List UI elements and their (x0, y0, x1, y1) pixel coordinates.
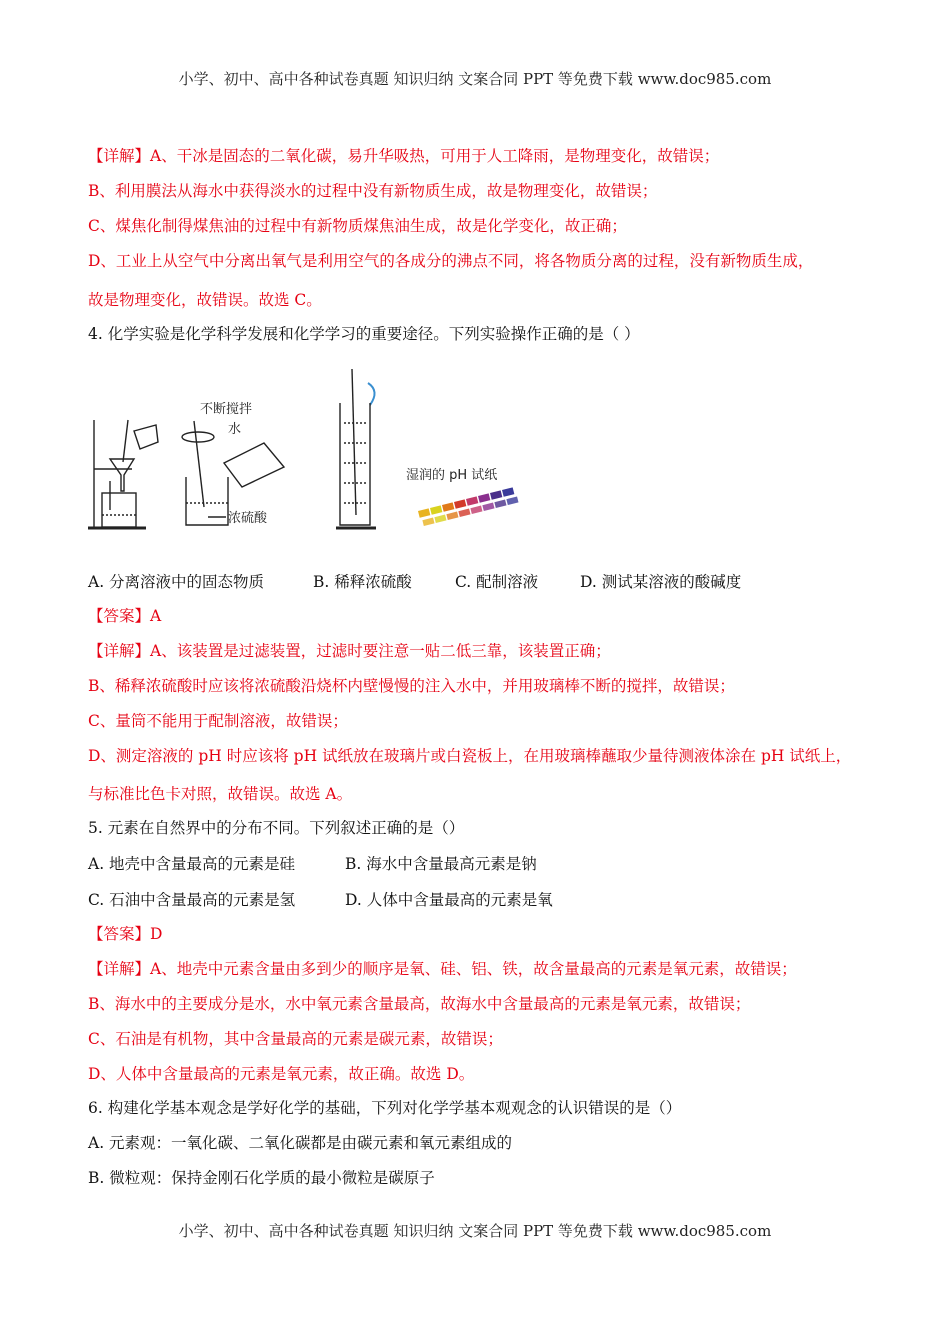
q4-option-d: D. 测试某溶液的酸碱度 (580, 573, 742, 591)
q5-detail-d: D、人体中含量最高的元素是氧元素，故正确。故选 D。 (88, 1065, 475, 1083)
ph-color-swatch (442, 502, 454, 511)
ph-color-swatch (502, 487, 514, 496)
filtration-apparatus (88, 420, 158, 528)
q4-option-b: B. 稀释浓硫酸 (313, 573, 412, 591)
q5-option-a: A. 地壳中含量最高的元素是硅 (88, 855, 296, 873)
ph-color-swatch (506, 497, 518, 505)
ph-color-swatch (430, 505, 442, 514)
q3-detail-c: C、煤焦化制得煤焦油的过程中有新物质煤焦油生成，故是化学变化，故正确； (88, 217, 627, 235)
water-label: 水 (228, 422, 242, 437)
q5-option-d: D. 人体中含量最高的元素是氧 (345, 891, 553, 909)
ph-color-swatch (490, 490, 502, 499)
ph-color-swatch (466, 496, 478, 505)
q3-detail-a: 【详解】A、干冰是固态的二氧化碳，易升华吸热，可用于人工降雨，是物理变化，故错误； (88, 147, 720, 165)
ph-paper (406, 468, 518, 526)
q4-option-c: C. 配制溶液 (455, 573, 539, 591)
dilution-apparatus (182, 401, 284, 526)
stir-label: 不断搅拌 (200, 402, 253, 417)
q4-detail-d-cont: 与标准比色卡对照，故错误。故选 A。 (88, 785, 353, 803)
acid-label: 浓硫酸 (228, 511, 268, 526)
q4-option-a: A. 分离溶液中的固态物质 (88, 573, 265, 591)
q4-detail-a: 【详解】A、该装置是过滤装置，过滤时要注意一贴二低三靠，该装置正确； (88, 642, 611, 660)
q3-detail-b: B、利用膜法从海水中获得淡水的过程中没有新物质生成，故是物理变化，故错误； (88, 182, 658, 200)
q5-detail-b: B、海水中的主要成分是水，水中氧元素含量最高，故海水中含量最高的元素是氧元素，故错误； (88, 995, 751, 1013)
q5-option-b: B. 海水中含量最高元素是钠 (345, 855, 537, 873)
q6-stem: 6. 构建化学基本观念是学好化学的基础，下列对化学学基本观观念的认识错误的是（） (88, 1099, 682, 1117)
ph-color-swatch (470, 506, 482, 514)
q5-detail-a: 【详解】A、地壳中元素含量由多到少的顺序是氧、硅、铝、铁，故含量最高的元素是氧元素，故错误； (88, 960, 797, 978)
q5-option-c: C. 石油中含量最高的元素是氢 (88, 891, 296, 909)
q5-detail-c: C、石油是有机物，其中含量最高的元素是碳元素，故错误； (88, 1030, 503, 1048)
q4-stem: 4. 化学实验是化学科学发展和化学学习的重要途径。下列实验操作正确的是（ ） (88, 325, 640, 343)
q4-detail-d: D、测定溶液的 pH 时应该将 pH 试纸放在玻璃片或白瓷板上，在用玻璃棒蘸取少量待测液体涂在 pH 试纸上， (88, 747, 852, 765)
q6-option-b: B. 微粒观：保持金刚石化学质的最小微粒是碳原子 (88, 1169, 435, 1187)
ph-color-swatch (418, 508, 430, 517)
ph-color-swatch (422, 518, 434, 526)
q6-option-a: A. 元素观：一氧化碳、二氧化碳都是由碳元素和氧元素组成的 (88, 1134, 513, 1152)
ph-color-swatch (446, 512, 458, 520)
page-footer: 小学、初中、高中各种试卷真题 知识归纳 文案合同 PPT 等免费下载 www.doc985.com (178, 1222, 772, 1240)
ph-color-swatch (494, 500, 506, 508)
ph-color-swatch (482, 503, 494, 511)
ph-color-swatch (454, 499, 466, 508)
q5-stem: 5. 元素在自然界中的分布不同。下列叙述正确的是（） (88, 819, 465, 837)
ph-color-strip (418, 487, 518, 526)
ph-color-swatch (478, 493, 490, 502)
q5-answer: 【答案】D (88, 925, 163, 943)
q4-detail-c: C、量筒不能用于配制溶液，故错误； (88, 712, 348, 730)
ph-color-swatch (434, 515, 446, 523)
q3-detail-d: D、工业上从空气中分离出氧气是利用空气的各成分的沸点不同，将各物质分离的过程，没有新物质生成， (88, 252, 814, 270)
page-header: 小学、初中、高中各种试卷真题 知识归纳 文案合同 PPT 等免费下载 www.doc985.com (178, 70, 772, 88)
ph-label: 湿润的 pH 试纸 (406, 468, 498, 483)
q4-detail-b: B、稀释浓硫酸时应该将浓硫酸沿烧杯内壁慢慢的注入水中，并用玻璃棒不断的搅拌，故错误； (88, 677, 735, 695)
q3-detail-d-cont: 故是物理变化，故错误。故选 C。 (88, 291, 322, 309)
measuring-cylinder (336, 369, 376, 528)
q4-experiment-figure (88, 365, 548, 540)
q4-answer: 【答案】A (88, 607, 162, 625)
ph-color-swatch (458, 509, 470, 517)
